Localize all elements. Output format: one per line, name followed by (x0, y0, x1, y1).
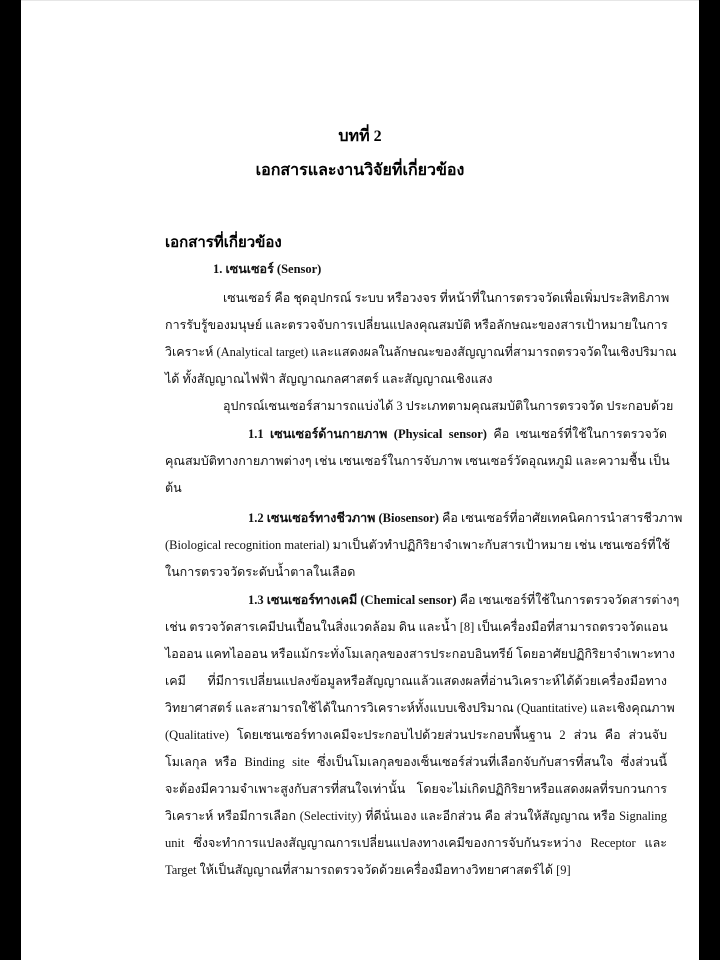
paragraph-line: โมเลกุล หรือ Binding site ซึ่งเป็นโมเลกุลของเซ็นเซอร์ส่วนที่เลือกจับกับสารที่สนใจ ซึ่งส่วนนี้ (165, 755, 667, 769)
paragraph-line: วิเคราะห์ (Analytical target) และแสดงผลในลักษณะของสัญญาณที่สามารถตรวจวัดในเชิงปริมาณ (165, 345, 677, 359)
intro-line: อุปกรณ์เซนเซอร์สามารถแบ่งได้ 3 ประเภทตามคุณสมบัติในการตรวจวัด ประกอบด้วย (223, 399, 674, 413)
chapter-number: บทที่ 2 (338, 128, 382, 145)
paragraph-line: วิทยาศาสตร์ และสามารถใช้ได้ในการวิเคราะห์ทั้งแบบเชิงปริมาณ (Quantitative) และเชิงคุณภาพ (165, 701, 675, 715)
item-label: 1.1 เซนเซอร์ด้านกายภาพ (Physical sensor) (248, 427, 487, 441)
subsection-title: 1. เซนเซอร์ (Sensor) (213, 262, 322, 276)
item-label: 1.3 เซนเซอร์ทางเคมี (Chemical sensor) (248, 593, 457, 607)
document-page (21, 0, 699, 960)
paragraph-line: เซนเซอร์ คือ ชุดอุปกรณ์ ระบบ หรือวงจร ที่หน้าที่ในการตรวจวัดเพื่อเพิ่มประสิทธิภาพ (223, 291, 670, 305)
paragraph-line: จะต้องมีความจำเพาะสูงกับสารที่สนใจเท่านั้น โดยจะไม่เกิดปฏิกิริยาหรือแสดงผลที่รบกวนการ (165, 782, 667, 796)
paragraph-line: วิเคราะห์ หรือมีการเลือก (Selectivity) ที่ดีนั่นเอง และอีกส่วน คือ ส่วนให้สัญญาณ หรือ Signaling (165, 809, 667, 823)
chapter-title: เอกสารและงานวิจัยที่เกี่ยวข้อง (255, 162, 465, 179)
item-label: 1.2 เซนเซอร์ทางชีวภาพ (Biosensor) (248, 511, 439, 525)
paragraph-line: การรับรู้ของมนุษย์ และตรวจจับการเปลี่ยนแปลงคุณสมบัติ หรือลักษณะของสารเป้าหมายในการ (165, 318, 668, 332)
paragraph-line: เช่น ตรวจวัดสารเคมีปนเปื้อนในสิ่งแวดล้อม ดิน และน้ำ [8] เป็นเครื่องมือที่สามารถตรวจวัดแอน (165, 620, 668, 634)
paragraph-line: ไอออน แคทไอออน หรือแม้กระทั่งโมเลกุลของสารประกอบอินทรีย์ โดยอาศัยปฏิกิริยาจำเพาะทาง (165, 647, 676, 661)
item-1-3-first-line (248, 592, 680, 608)
item-text: คือ เซนเซอร์ที่ใช้ในการตรวจวัด (486, 427, 667, 441)
paragraph-line: Target ให้เป็นสัญญาณที่สามารถตรวจวัดด้วยเครื่องมือทางวิทยาศาสตร์ได้ [9] (165, 863, 571, 877)
paragraph-line: (Biological recognition material) มาเป็นตัวทำปฏิกิริยาจำเพาะกับสารเป้าหมาย เช่น เซนเซอร์ที่ใช้ (165, 538, 671, 552)
paragraph-line: unit ซึ่งจะทำการแปลงสัญญาณการเปลี่ยนแปลงทางเคมีของการจับกันระหว่าง Receptor และ (165, 836, 667, 850)
paragraph-line: คุณสมบัติทางกายภาพต่างๆ เช่น เซนเซอร์ในการจับภาพ เซนเซอร์วัดอุณหภูมิ และความชื้น เป็น (165, 454, 670, 468)
section-heading: เอกสารที่เกี่ยวข้อง (165, 235, 282, 251)
item-1-1-first-line (248, 426, 667, 442)
paragraph-line: เคมี ที่มีการเปลี่ยนแปลงข้อมูลหรือสัญญาณแล้วแสดงผลที่อ่านวิเคราะห์ได้ด้วยเครื่องมือทาง (165, 674, 667, 688)
paragraph-line: (Qualitative) โดยเซนเซอร์ทางเคมีจะประกอบไปด้วยส่วนประกอบพื้นฐาน 2 ส่วน คือ ส่วนจับ (165, 728, 667, 742)
item-1-2-first-line (248, 510, 683, 526)
item-text: คือ เซนเซอร์ที่อาศัยเทคนิคการนำสารชีวภาพ (438, 511, 683, 525)
paragraph-line: ได้ ทั้งสัญญาณไฟฟ้า สัญญาณกลศาสตร์ และสัญญาณเชิงแสง (165, 372, 493, 386)
item-text: คือ เซนเซอร์ที่ใช้ในการตรวจวัดสารต่างๆ (456, 593, 680, 607)
paragraph-line: ในการตรวจวัดระดับน้ำตาลในเลือด (165, 565, 356, 579)
paragraph-line: ต้น (165, 481, 182, 495)
